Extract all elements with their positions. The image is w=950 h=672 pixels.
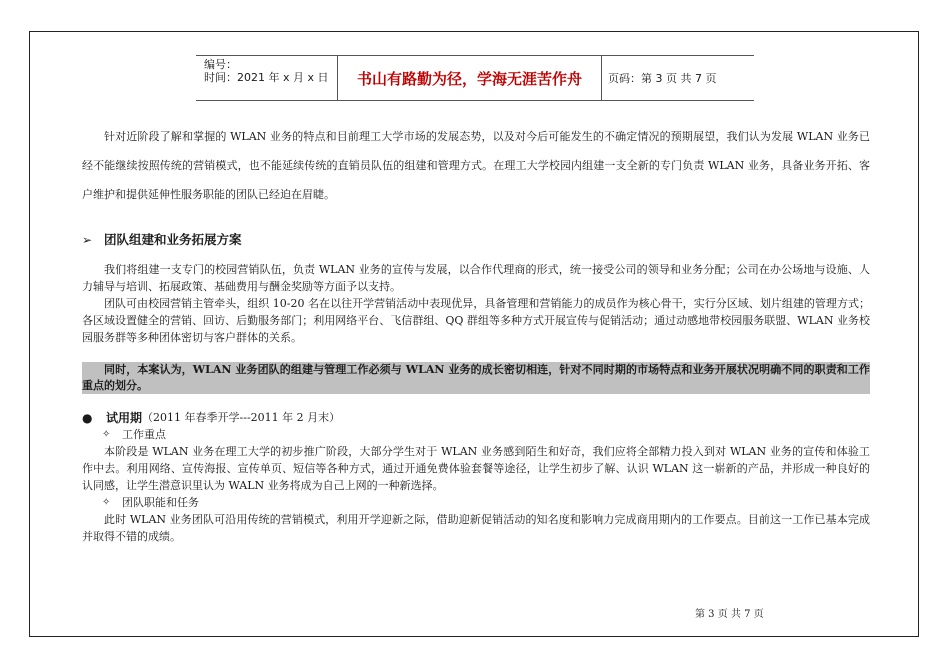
trial-period-heading	[82, 410, 870, 426]
trial-period-title: 试用期	[106, 411, 143, 425]
section-heading	[82, 231, 870, 249]
diamond-bullet-icon: ✧	[102, 497, 111, 508]
header-meta	[196, 56, 338, 100]
focus-paragraph: 本阶段是 WLAN 业务在理工大学的初步推广阶段，大部分学生对于 WLAN 业务感到陌生和好奇，我们应将全部精力投入到对 WLAN 业务的宣传和体验工作中去。利用网络、宣传海报、宣传单页、短信等各种方式，通过开通免费体验套餐等途径，让学生初步了解、认识 WLAN 这一崭新的产品，并形成一种良好的认同感，让学生潜意识里认为 WALN 业务将成为自己上网的一种新选择。	[82, 445, 870, 492]
team-paragraph-1: 我们将组建一支专门的校园营销队伍，负责 WLAN 业务的宣传与发展，以合作代理商的形式，统一接受公司的领导和业务分配；公司在办公场地与设施、人力辅导与培训、拓展政策、基础费用与酬金奖励等方面予以支持。	[82, 263, 870, 293]
date-label: 时间：2021 年 x 月 x 日	[204, 71, 329, 84]
doc-number-label: 编号：	[204, 58, 237, 71]
section-title: 团队组建和业务拓展方案	[104, 232, 242, 247]
diamond-bullet-icon: ✧	[102, 429, 111, 440]
header-motto: 书山有路勤为径，学海无涯苦作舟	[338, 56, 602, 100]
page-header	[196, 55, 754, 101]
trial-period-dates: （2011 年春季开学---2011 年 2 月末）	[142, 411, 341, 424]
header-page-number: 页码：第 3 页 共 7 页	[608, 72, 717, 85]
duty-label: 团队职能和任务	[122, 496, 199, 509]
duty-subheading	[82, 494, 870, 511]
duty-paragraph: 此时 WLAN 业务团队可沿用传统的营销模式，利用开学迎新之际，借助迎新促销活动的知名度和影响力完成商用期内的工作要点。目前这一工作已基本完成并取得不错的成绩。	[82, 513, 870, 543]
focus-subheading	[82, 426, 870, 443]
bullet-icon: ●	[82, 411, 93, 425]
arrow-bullet-icon: ➢	[82, 233, 93, 247]
team-paragraph-2: 团队可由校园营销主管牵头，组织 10-20 名在以往开学营销活动中表现优异，具备管理和营销能力的成员作为核心骨干，实行分区域、划片组建的管理方式；各区域设置健全的营销、回访、后勤服务部门；利用网络平台、飞信群组、QQ 群组等多种方式开展宣传与促销活动；通过动感地带校园服务联盟、WLAN 业务校园服务群等多种团体密切与客户群体的关系。	[82, 297, 870, 344]
focus-label: 工作重点	[122, 428, 166, 441]
page-footer: 第 3 页 共 7 页	[695, 609, 764, 620]
document-body	[82, 122, 870, 545]
intro-paragraph: 针对近阶段了解和掌握的 WLAN 业务的特点和目前理工大学市场的发展态势，以及对今后可能发生的不确定情况的预期展望，我们认为发展 WLAN 业务已经不能继续按照传统的营销模式，也不能延续传统的直销员队伍的组建和管理方式。在理工大学校园内组建一支全新的专门负责 WLAN 业务，具备业务开拓、客户维护和提供延伸性服务职能的团队已经迫在眉睫。	[82, 130, 870, 201]
highlighted-paragraph: 同时，本案认为，WLAN 业务团队的组建与管理工作必须与 WLAN 业务的成长密切相连，针对不同时期的市场特点和业务开展状况明确不同的职责和工作重点的划分。	[82, 363, 870, 392]
